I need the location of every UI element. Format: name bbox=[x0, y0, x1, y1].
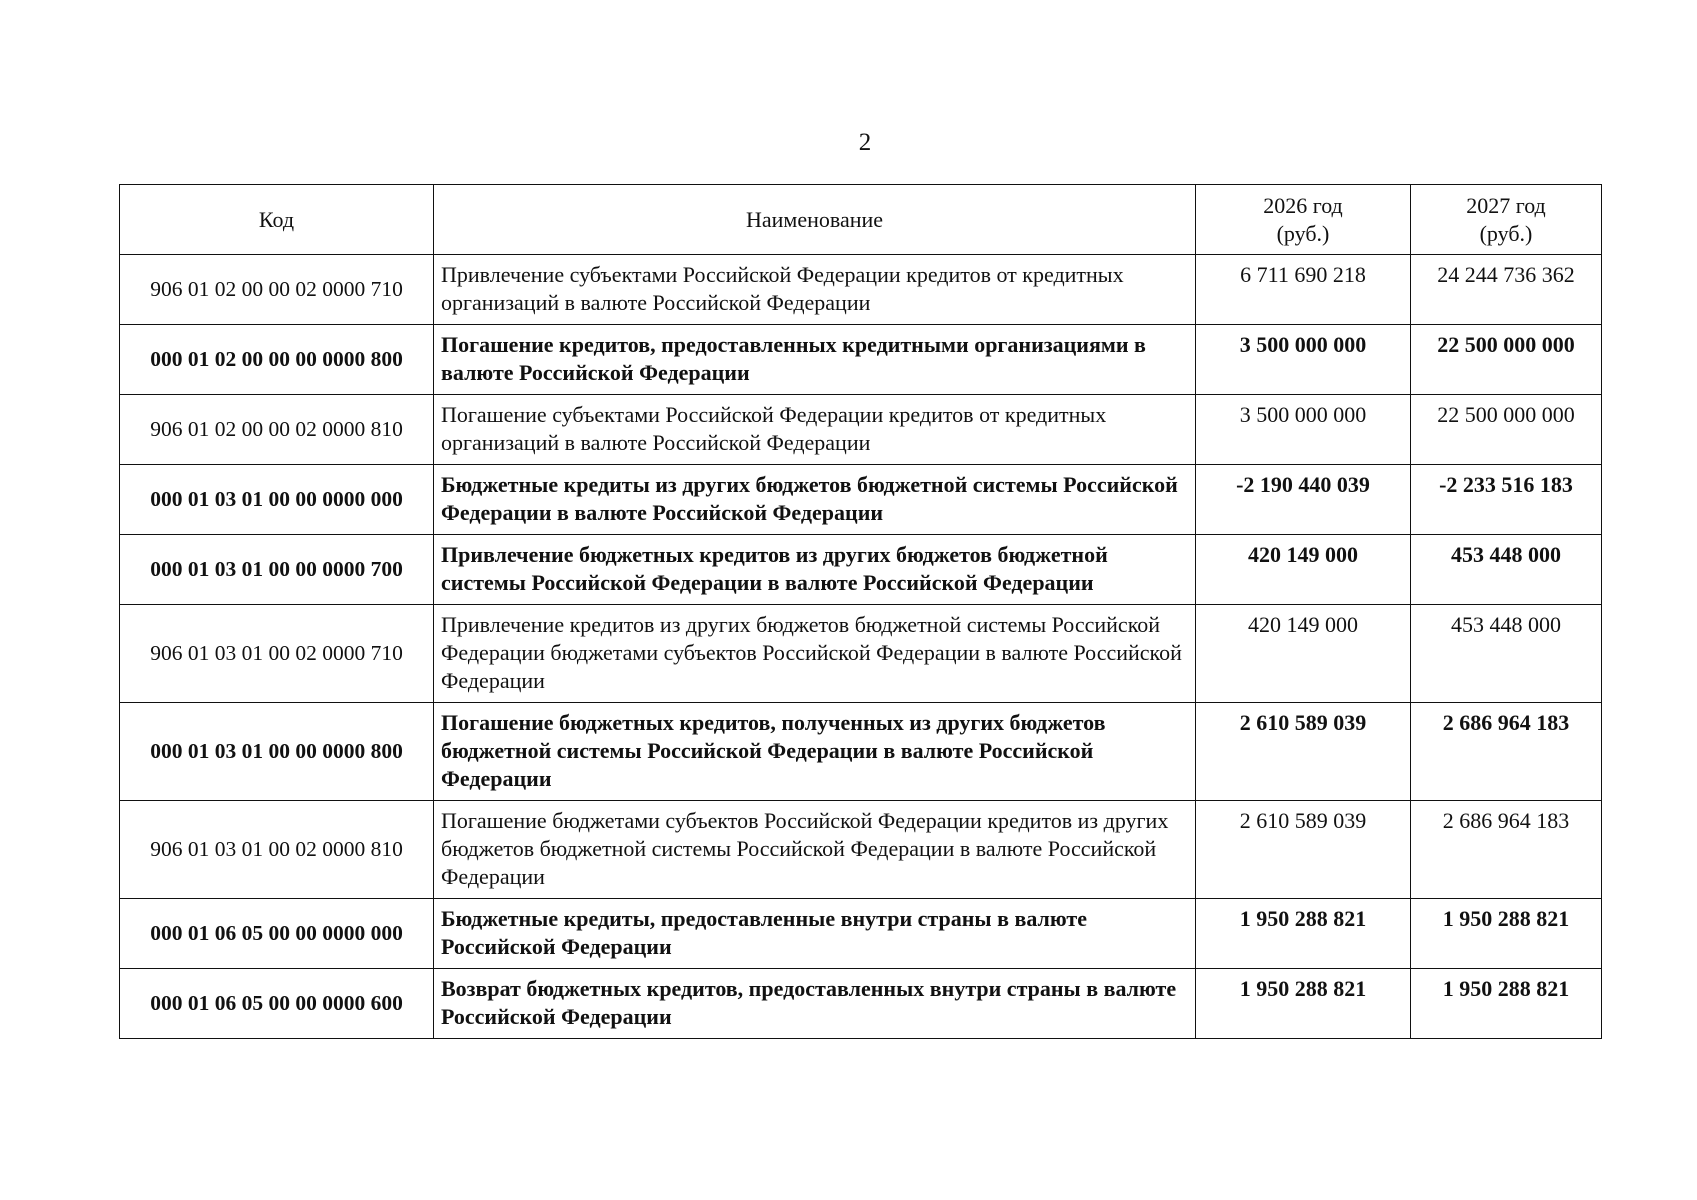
cell-amount-2027: 2 686 964 183 bbox=[1411, 703, 1602, 801]
cell-code: 000 01 03 01 00 00 0000 700 bbox=[120, 535, 434, 605]
table-row bbox=[120, 535, 1602, 605]
cell-amount-2026: 2 610 589 039 bbox=[1196, 801, 1411, 899]
cell-amount-2027: 1 950 288 821 bbox=[1411, 899, 1602, 969]
cell-amount-2026: 1 950 288 821 bbox=[1196, 899, 1411, 969]
table-row bbox=[120, 255, 1602, 325]
cell-code: 000 01 03 01 00 00 0000 800 bbox=[120, 703, 434, 801]
cell-amount-2027: 453 448 000 bbox=[1411, 605, 1602, 703]
table-row bbox=[120, 325, 1602, 395]
cell-amount-2026: 420 149 000 bbox=[1196, 605, 1411, 703]
cell-name: Погашение бюджетных кредитов, полученных из других бюджетов бюджетной системы Российской Федерации в валюте Российской Федерации bbox=[434, 703, 1196, 801]
table-row bbox=[120, 465, 1602, 535]
cell-name: Привлечение кредитов из других бюджетов бюджетной системы Российской Федерации бюджетами субъектов Российской Федерации в валюте Российской Федерации bbox=[434, 605, 1196, 703]
cell-amount-2026: 3 500 000 000 bbox=[1196, 395, 1411, 465]
cell-code: 906 01 02 00 00 02 0000 710 bbox=[120, 255, 434, 325]
cell-name: Привлечение субъектами Российской Федерации кредитов от кредитных организаций в валюте Российской Федерации bbox=[434, 255, 1196, 325]
cell-amount-2026: 3 500 000 000 bbox=[1196, 325, 1411, 395]
table-row bbox=[120, 395, 1602, 465]
table-body bbox=[120, 255, 1602, 1039]
cell-amount-2027: 22 500 000 000 bbox=[1411, 395, 1602, 465]
table-row bbox=[120, 801, 1602, 899]
table-row bbox=[120, 899, 1602, 969]
cell-name: Возврат бюджетных кредитов, предоставленных внутри страны в валюте Российской Федерации bbox=[434, 969, 1196, 1039]
budget-sources-table bbox=[119, 184, 1602, 1039]
cell-amount-2027: 2 686 964 183 bbox=[1411, 801, 1602, 899]
cell-code: 000 01 06 05 00 00 0000 000 bbox=[120, 899, 434, 969]
cell-amount-2027: 24 244 736 362 bbox=[1411, 255, 1602, 325]
cell-name: Бюджетные кредиты из других бюджетов бюджетной системы Российской Федерации в валюте Российской Федерации bbox=[434, 465, 1196, 535]
cell-amount-2026: 2 610 589 039 bbox=[1196, 703, 1411, 801]
cell-amount-2026: -2 190 440 039 bbox=[1196, 465, 1411, 535]
cell-amount-2027: 1 950 288 821 bbox=[1411, 969, 1602, 1039]
cell-code: 906 01 03 01 00 02 0000 810 bbox=[120, 801, 434, 899]
cell-amount-2026: 6 711 690 218 bbox=[1196, 255, 1411, 325]
cell-name: Погашение кредитов, предоставленных кредитными организациями в валюте Российской Федерации bbox=[434, 325, 1196, 395]
cell-name: Погашение бюджетами субъектов Российской Федерации кредитов из других бюджетов бюджетной системы Российской Федерации в валюте Российской Федерации bbox=[434, 801, 1196, 899]
cell-code: 906 01 02 00 00 02 0000 810 bbox=[120, 395, 434, 465]
cell-code: 000 01 06 05 00 00 0000 600 bbox=[120, 969, 434, 1039]
cell-code: 906 01 03 01 00 02 0000 710 bbox=[120, 605, 434, 703]
cell-name: Бюджетные кредиты, предоставленные внутри страны в валюте Российской Федерации bbox=[434, 899, 1196, 969]
table-row bbox=[120, 969, 1602, 1039]
header-code: Код bbox=[120, 185, 434, 255]
header-year-2027: 2027 год (руб.) bbox=[1411, 185, 1602, 255]
table-row bbox=[120, 703, 1602, 801]
cell-name: Привлечение бюджетных кредитов из других бюджетов бюджетной системы Российской Федерации в валюте Российской Федерации bbox=[434, 535, 1196, 605]
table-header bbox=[120, 185, 1602, 255]
cell-amount-2027: 453 448 000 bbox=[1411, 535, 1602, 605]
cell-name: Погашение субъектами Российской Федерации кредитов от кредитных организаций в валюте Российской Федерации bbox=[434, 395, 1196, 465]
cell-amount-2027: 22 500 000 000 bbox=[1411, 325, 1602, 395]
cell-code: 000 01 03 01 00 00 0000 000 bbox=[120, 465, 434, 535]
table-row bbox=[120, 605, 1602, 703]
header-name: Наименование bbox=[434, 185, 1196, 255]
header-year-2026: 2026 год (руб.) bbox=[1196, 185, 1411, 255]
cell-amount-2026: 1 950 288 821 bbox=[1196, 969, 1411, 1039]
header-row bbox=[120, 185, 1602, 255]
cell-amount-2026: 420 149 000 bbox=[1196, 535, 1411, 605]
cell-amount-2027: -2 233 516 183 bbox=[1411, 465, 1602, 535]
page-number: 2 bbox=[858, 129, 872, 156]
cell-code: 000 01 02 00 00 00 0000 800 bbox=[120, 325, 434, 395]
